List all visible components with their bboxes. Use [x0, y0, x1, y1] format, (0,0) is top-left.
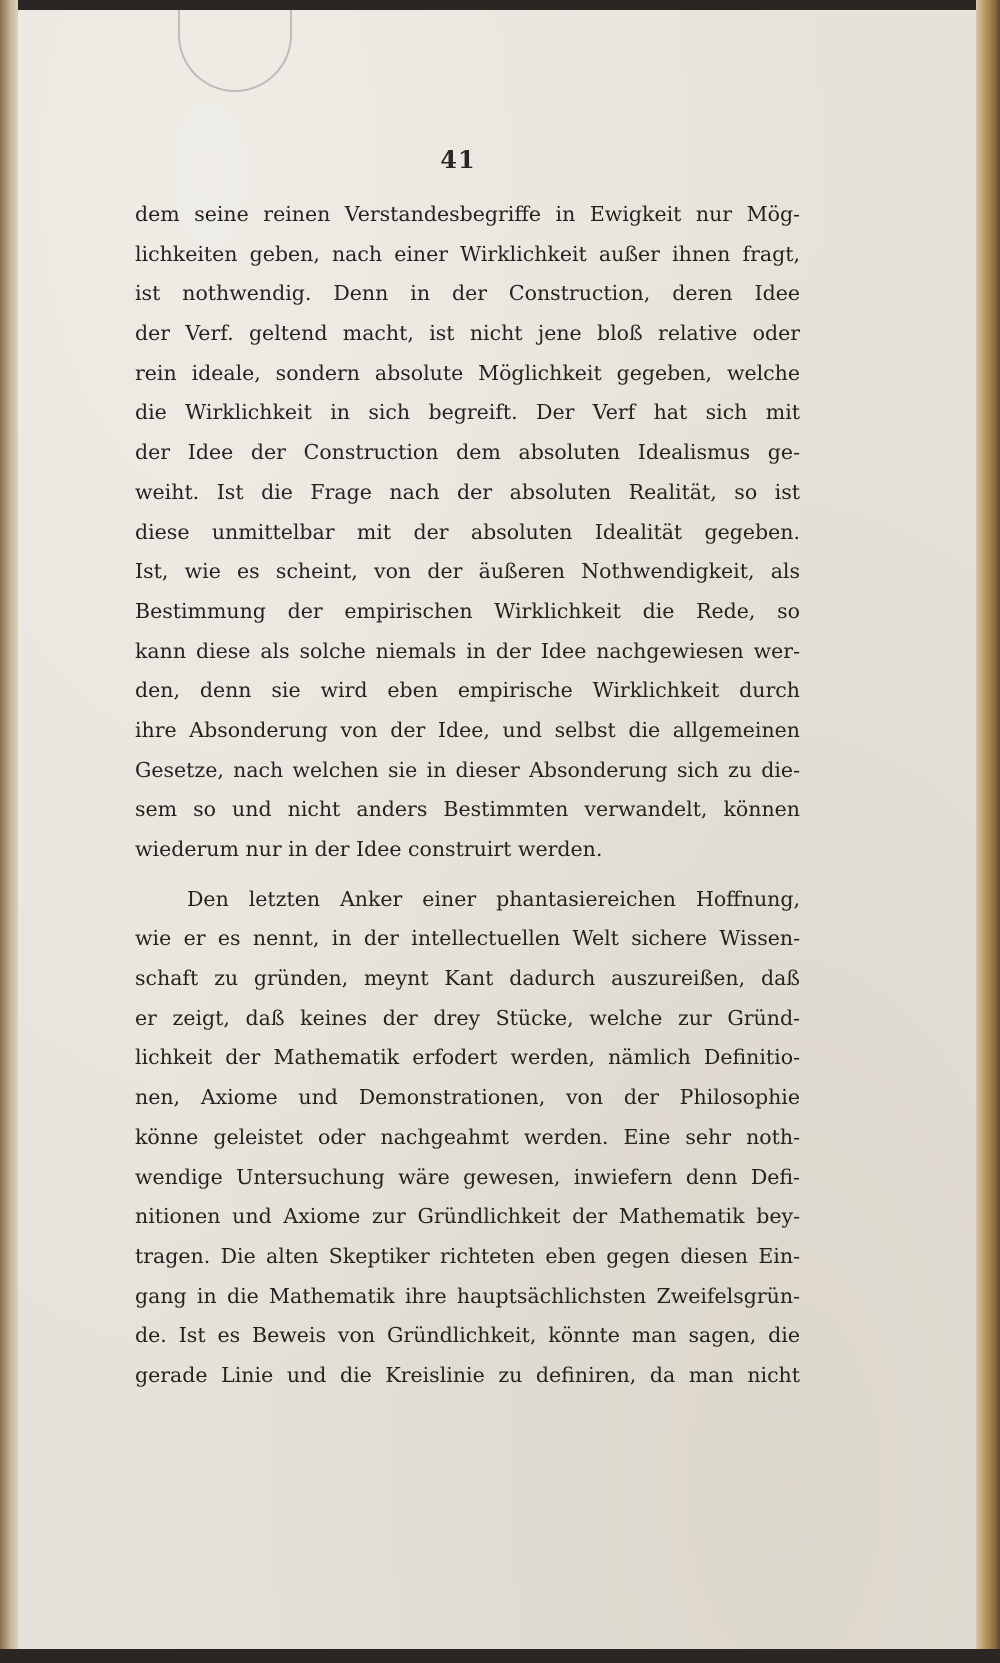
text-line: wie er es nennt, in der intellectuellen Welt sichere Wissen-	[135, 926, 800, 951]
book-page-edges	[976, 0, 1000, 1663]
text-line: Ist, wie es scheint, von der äußeren Nothwendigkeit, als	[135, 559, 800, 584]
text-line: dem seine reinen Verstandesbegriffe in Ewigkeit nur Mög-	[135, 202, 800, 226]
text-line: die Wirklichkeit in sich begreift. Der Verf hat sich mit	[135, 400, 800, 425]
text-line: kann diese als solche niemals in der Idee nachgewiesen wer-	[135, 638, 800, 663]
text-line: diese unmittelbar mit der absoluten Idealität gegeben.	[135, 519, 800, 544]
paragraph-start-line: Den letzten Anker einer phantasiereichen Hoffnung,	[187, 886, 800, 911]
book-binding-edge	[0, 0, 18, 1663]
text-line: wendige Untersuchung wäre gewesen, inwiefern denn Defi-	[135, 1164, 800, 1189]
page-number: 41	[440, 145, 476, 174]
text-line: sem so und nicht anders Bestimmten verwandelt, können	[135, 797, 800, 822]
text-line: rein ideale, sondern absolute Möglichkeit gegeben, welche	[135, 360, 800, 385]
paragraph-end-line: wiederum nur in der Idee construirt werden.	[135, 837, 603, 861]
paper-page	[18, 10, 976, 1649]
body-text	[135, 195, 800, 1396]
text-line: ist nothwendig. Denn in der Construction, deren Idee	[135, 281, 800, 306]
scan-bottom-border	[0, 1649, 1000, 1663]
text-line: nitionen und Axiome zur Gründlichkeit der Mathematik bey-	[135, 1204, 800, 1229]
text-line: de. Ist es Beweis von Gründlichkeit, könnte man sagen, die	[135, 1323, 800, 1348]
text-line: könne geleistet oder nachgeahmt werden. Eine sehr noth-	[135, 1124, 800, 1149]
text-line: den, denn sie wird eben empirische Wirklichkeit durch	[135, 678, 800, 703]
text-line: schaft zu gründen, meynt Kant dadurch auszureißen, daß	[135, 966, 800, 991]
text-line: der Idee der Construction dem absoluten Idealismus ge-	[135, 440, 800, 465]
text-line: weiht. Ist die Frage nach der absoluten Realität, so ist	[135, 479, 800, 504]
text-line: nen, Axiome und Demonstrationen, von der Philosophie	[135, 1085, 800, 1110]
text-line: Gesetze, nach welchen sie in dieser Absonderung sich zu die-	[135, 757, 800, 782]
text-line: der Verf. geltend macht, ist nicht jene bloß relative oder	[135, 321, 800, 346]
text-line: Bestimmung der empirischen Wirklichkeit die Rede, so	[135, 598, 800, 623]
text-line: lichkeiten geben, nach einer Wirklichkeit außer ihnen fragt,	[135, 241, 800, 266]
scan-top-border	[0, 0, 1000, 10]
text-line: gerade Linie und die Kreislinie zu definiren, da man nicht	[135, 1362, 800, 1387]
text-line: gang in die Mathematik ihre hauptsächlichsten Zweifelsgrün-	[135, 1283, 800, 1308]
text-line: tragen. Die alten Skeptiker richteten eben gegen diesen Ein-	[135, 1243, 800, 1268]
text-line: ihre Absonderung von der Idee, und selbst die allgemeinen	[135, 717, 800, 742]
clip-mark	[178, 10, 292, 92]
text-line: lichkeit der Mathematik erfodert werden, nämlich Definitio-	[135, 1045, 800, 1070]
text-line: er zeigt, daß keines der drey Stücke, welche zur Gründ-	[135, 1005, 800, 1030]
